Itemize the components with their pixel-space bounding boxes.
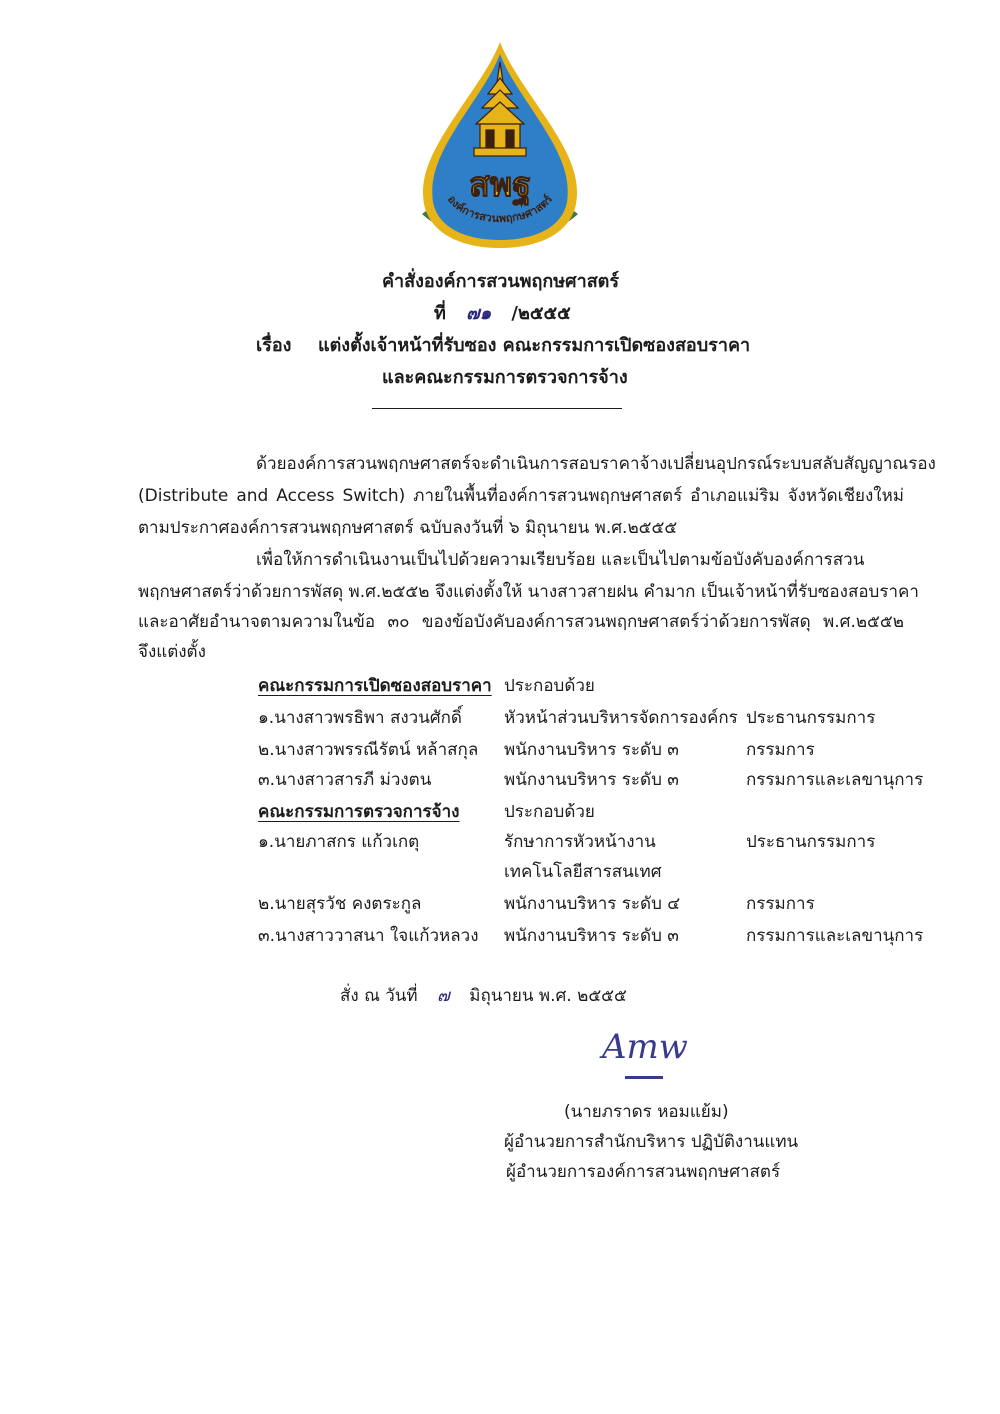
- signer-name: (นายภราดร หอมแย้ม): [564, 1102, 729, 1122]
- committee-2-member-2-role: กรรมการ: [746, 894, 815, 914]
- signer-title-1: ผู้อำนวยการสำนักบริหาร ปฏิบัติงานแทน: [504, 1132, 799, 1152]
- paragraph-2-line-3: และอาศัยอำนาจตามความในข้อ ๓๐ ของข้อบังคับองค์การสวนพฤกษศาสตร์ว่าด้วยการพัสดุ พ.ศ.๒๕๕๒: [138, 612, 904, 632]
- header-divider: [372, 408, 622, 409]
- order-number-suffix: /๒๕๕๕: [511, 303, 571, 324]
- committee-1-member-3-name: ๓.นางสาวสารภี ม่วงตน: [258, 770, 432, 790]
- paragraph-2-line-4: จึงแต่งตั้ง: [138, 642, 206, 662]
- committee-2-member-3-name: ๓.นางสาววาสนา ใจแก้วหลวง: [258, 926, 479, 946]
- committee-1-member-2-position: พนักงานบริหาร ระดับ ๓: [504, 740, 679, 760]
- committee-2-member-1-role: ประธานกรรมการ: [746, 832, 876, 852]
- subject-line-1: แต่งตั้งเจ้าหน้าที่รับซอง คณะกรรมการเปิดซองสอบราคา: [318, 335, 751, 356]
- committee-2-title: คณะกรรมการตรวจการจ้าง: [258, 802, 460, 822]
- signature-scribble-text: Amw: [602, 1027, 688, 1067]
- signature-scribble: [598, 1020, 688, 1070]
- paragraph-1-line-3: ตามประกาศองค์การสวนพฤกษศาสตร์ ฉบับลงวันที่ ๖ มิถุนายน พ.ศ.๒๕๕๕: [138, 518, 678, 538]
- committee-1-member-1-position: หัวหน้าส่วนบริหารจัดการองค์กร: [504, 708, 738, 728]
- committee-1-consists: ประกอบด้วย: [504, 676, 595, 696]
- committee-2-member-3-position: พนักงานบริหาร ระดับ ๓: [504, 926, 679, 946]
- committee-1-member-3-role: กรรมการและเลขานุการ: [746, 770, 924, 790]
- order-date: [340, 984, 627, 1008]
- order-date-prefix: สั่ง ณ วันที่: [340, 986, 418, 1006]
- seal-ring-text: องค์การสวนพฤกษศาสตร์: [444, 192, 556, 226]
- order-number-fill: ๗๑: [466, 303, 492, 324]
- committee-1-member-1-name: ๑.นางสาวพรธิพา สงวนศักดิ์: [258, 708, 462, 728]
- committee-1-title: คณะกรรมการเปิดซองสอบราคา: [258, 676, 492, 696]
- paragraph-1-line-2: (Distribute and Access Switch) ภายในพื้นที่องค์การสวนพฤกษศาสตร์ อำเภอแม่ริม จังหวัดเชียงใหม่: [138, 486, 904, 506]
- document-title: คำสั่งองค์การสวนพฤกษศาสตร์: [382, 271, 620, 292]
- committee-1-member-1-role: ประธานกรรมการ: [746, 708, 876, 728]
- paragraph-1-line-1: ด้วยองค์การสวนพฤกษศาสตร์จะดำเนินการสอบราคาจ้างเปลี่ยนอุปกรณ์ระบบสลับสัญญาณรอง: [256, 454, 936, 474]
- subject-label: เรื่อง: [256, 335, 292, 356]
- order-number-prefix: ที่: [434, 303, 446, 324]
- signature-underline: [625, 1076, 663, 1079]
- organization-seal-logo: [412, 38, 588, 250]
- committee-2-member-3-role: กรรมการและเลขานุการ: [746, 926, 924, 946]
- committee-2-member-2-name: ๒.นายสุรวัช คงตระกูล: [258, 894, 422, 914]
- order-date-day: ๗: [437, 986, 450, 1006]
- signer-title-2: ผู้อำนวยการองค์การสวนพฤกษศาสตร์: [506, 1162, 781, 1182]
- seal-emblem-text: สพฐ: [469, 165, 531, 205]
- order-number: [434, 298, 571, 327]
- committee-2-consists: ประกอบด้วย: [504, 802, 595, 822]
- committee-2-member-1-name: ๑.นายภาสกร แก้วเกตุ: [258, 832, 420, 852]
- paragraph-2-line-1: เพื่อให้การดำเนินงานเป็นไปด้วยความเรียบร้อย และเป็นไปตามข้อบังคับองค์การสวน: [256, 550, 865, 570]
- committee-1-member-2-role: กรรมการ: [746, 740, 815, 760]
- subject-line-2: และคณะกรรมการตรวจการจ้าง: [382, 367, 628, 388]
- committee-1-member-2-name: ๒.นางสาวพรรณีรัตน์ หล้าสกุล: [258, 740, 479, 760]
- committee-1-member-3-position: พนักงานบริหาร ระดับ ๓: [504, 770, 679, 790]
- order-date-suffix: มิถุนายน พ.ศ. ๒๕๕๕: [469, 986, 627, 1006]
- committee-2-member-1-position-line-2: เทคโนโลยีสารสนเทศ: [504, 862, 662, 882]
- committee-2-member-1-position: รักษาการหัวหน้างาน: [504, 832, 656, 852]
- paragraph-2-line-2: พฤกษศาสตร์ว่าด้วยการพัสดุ พ.ศ.๒๕๕๒ จึงแต่งตั้งให้ นางสาวสายฝน คำมาก เป็นเจ้าหน้าที่รับซองสอบราคา: [138, 582, 919, 602]
- committee-2-member-2-position: พนักงานบริหาร ระดับ ๔: [504, 894, 681, 914]
